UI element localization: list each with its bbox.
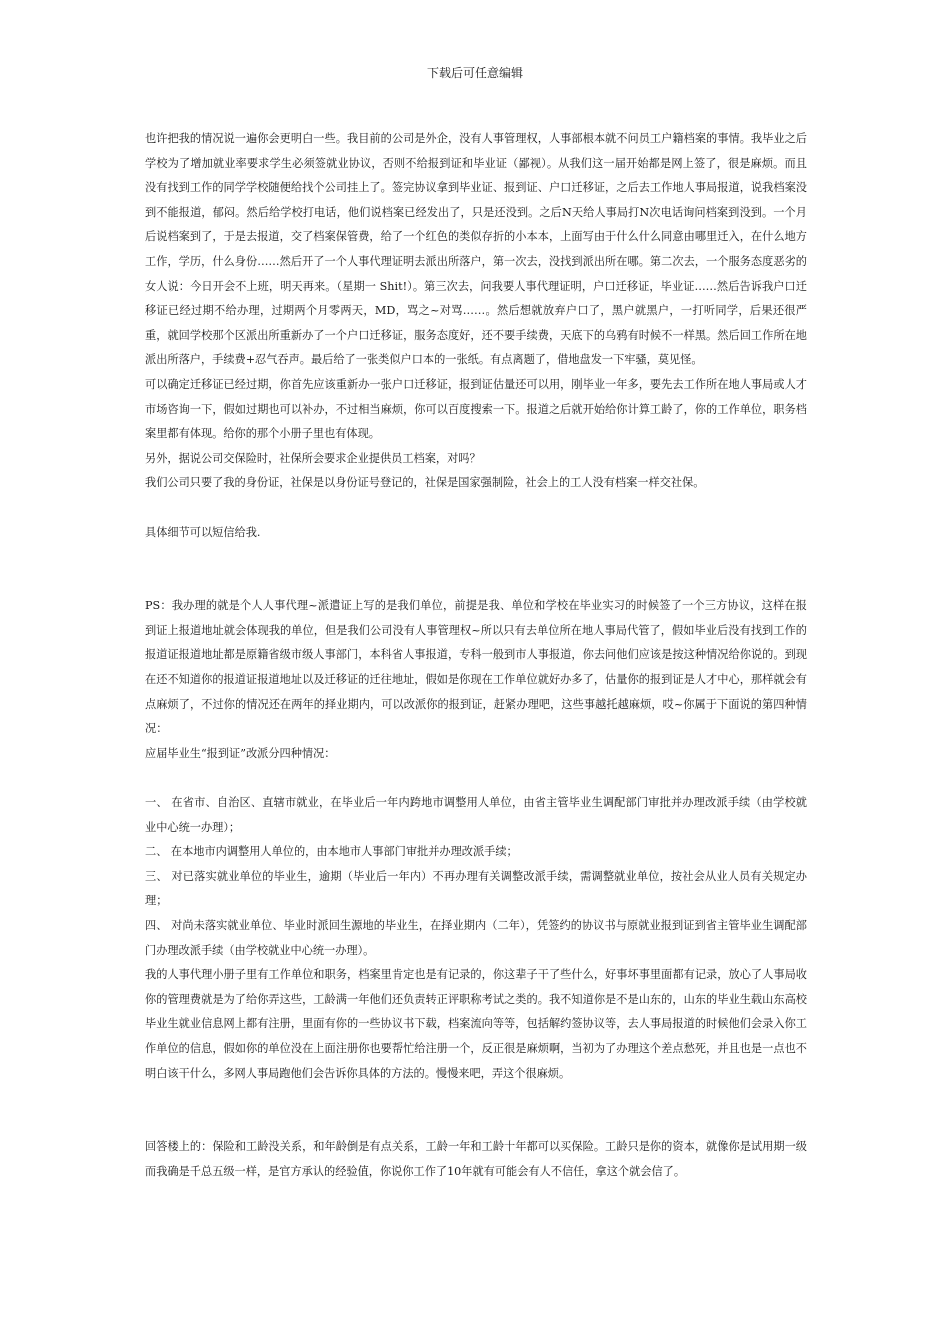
paragraph-agency-booklet: 我的人事代理小册子里有工作单位和职务，档案里肯定也是有记录的，你这辈子干了些什么，好事坏事里面都有记录，放心了人事局收你的管理费就是为了给你弄这些，工龄满一年他们还负责转正评职称考试之类的。我不知道你是不是山东的，山东的毕业生载山东高校毕业生就业信息网上都有注册，里面有你的一些协议书下载，档案流向等等，包括解约签协议等，去人事局报道的时候他们会录入你工作单位的信息，假如你的单位没在上面注册你也要帮忙给注册一个，反正很是麻烦啊，当初为了办理这个差点愁死，并且也是一点也不明白该干什么，多网人事局跑他们会告诉你具体的方法的。慢慢来吧，弄这个很麻烦。 [145, 968, 807, 1080]
paragraph-insurance-answer: 我们公司只要了我的身份证，社保是以身份证号登记的，社保是国家强制险，社会上的工人没有档案一样交社保。 [145, 476, 705, 490]
paragraph-insurance-question: 另外，据说公司交保险时，社保所会要求企业提供员工档案，对吗？ [145, 451, 481, 465]
list-item-case-3: 三、 对已落实就业单位的毕业生，逾期（毕业后一年内）不再办理有关调整改派手续，需调整就业单位，按社会从业人员有关规定办理； [145, 869, 807, 908]
spacer [145, 496, 807, 521]
spacer [145, 545, 807, 594]
paragraph-reply-upstairs: 回答楼上的：保险和工龄没关系，和年龄倒是有点关系，工龄一年和工龄十年都可以买保险。工龄只是你的资本，就像你是试用期一级而我确是千总五级一样，是官方承认的经验值，你说你工作了10年就有可能会有人不信任，拿这个就会信了。 [145, 1140, 807, 1178]
paragraph-ps: PS：我办理的就是个人人事代理~派遣证上写的是我们单位，前提是我、单位和学校在毕业实习的时候签了一个三方协议，这样在报到证上报道地址就会体现我的单位，但是我们公司没有人事管理权~所以只有去单位所在地人事局代管了，假如毕业后没有找到工作的报道证报道地址都是原籍省级市级人事部门，本科省人事报道，专科一般到市人事报道，你去问他们应该是按这种情况给你说的。到现在还不知道你的报道证报道地址以及迁移证的迁往地址，假如是你现在工作单位就好办多了，估量你的报到证是人才中心，那样就会有点麻烦了，不过你的情况还在两年的择业期内，可以改派你的报到证，赶紧办理吧，这些事越托越麻烦，哎~你属于下面说的第四种情况： [145, 599, 807, 736]
document-body [145, 127, 807, 1185]
list-item-case-1: 一、 在省市、自治区、直辖市就业，在毕业后一年内跨地市调整用人单位，由省主管毕业生调配部门审批并办理改派手续（由学校就业中心统一办理）； [145, 796, 807, 834]
paragraph-contact-note: 具体细节可以短信给我. [145, 525, 261, 539]
page-header: 下载后可任意编辑 [426, 66, 523, 80]
paragraph-personal-story: 也许把我的情况说一遍你会更明白一些。我目前的公司是外企，没有人事管理权，人事部根本就不问员工户籍档案的事情。我毕业之后学校为了增加就业率要求学生必须签就业协议，否则不给报到证和毕业证（鄙视）。从我们这一届开始都是网上签了，很是麻烦。而且没有找到工作的同学学校随便给找个公司挂上了。签完协议拿到毕业证、报到证、户口迁移证，之后去工作地人事局报道，说我档案没到不能报道，郁闷。然后给学校打电话，他们说档案已经发出了，只是还没到。之后N天给人事局打N次电话询问档案到没到。一个月后说档案到了，于是去报道，交了档案保管费，给了一个红色的类似存折的小本本，上面写由于什么什么同意由哪里迁入，在什么地方工作，学历，什么身份……然后开了一个人事代理证明去派出所落户，第一次去，没找到派出所在哪。第二次去，一个服务态度恶劣的女人说：今日开会不上班，明天再来。（星期一 Shit!）。第三次去，问我要人事代理证明，户口迁移证，毕业证……然后告诉我户口迁移证已经过期不给办理，过期两个月零两天，MD，骂之~对骂……。然后想就放弃户口了，黑户就黑户，一打听同学，后果还很严重，就回学校那个区派出所重新办了一个户口迁移证，服务态度好，还不要手续费，天底下的乌鸦有时候不一样黑。然后回工作所在地派出所落户，手续费+忍气吞声。最后给了一张类似户口本的一张纸。有点离题了，借地盘发一下牢骚，莫见怪。 [145, 132, 807, 367]
spacer [145, 766, 807, 791]
list-item-case-2: 二、 在本地市内调整用人单位的，由本地市人事部门审批并办理改派手续； [145, 845, 518, 859]
paragraph-reassignment-heading: 应届毕业生“报到证”改派分四种情况： [145, 746, 336, 760]
list-item-case-4: 四、 对尚未落实就业单位、毕业时派回生源地的毕业生，在择业期内（二年），凭签约的协议书与原就业报到证到省主管毕业生调配部门办理改派手续（由学校就业中心统一办理）。 [145, 919, 807, 957]
paragraph-migration-advice: 可以确定迁移证已经过期，你首先应该重新办一张户口迁移证，报到证估量还可以用，刚毕业一年多，要先去工作所在地人事局或人才市场咨询一下，假如过期也可以补办，不过相当麻烦，你可以百度搜索一下。报道之后就开始给你计算工龄了，你的工作单位，职务档案里都有体现。给你的那个小册子里也有体现。 [145, 377, 807, 441]
spacer [145, 1086, 807, 1135]
